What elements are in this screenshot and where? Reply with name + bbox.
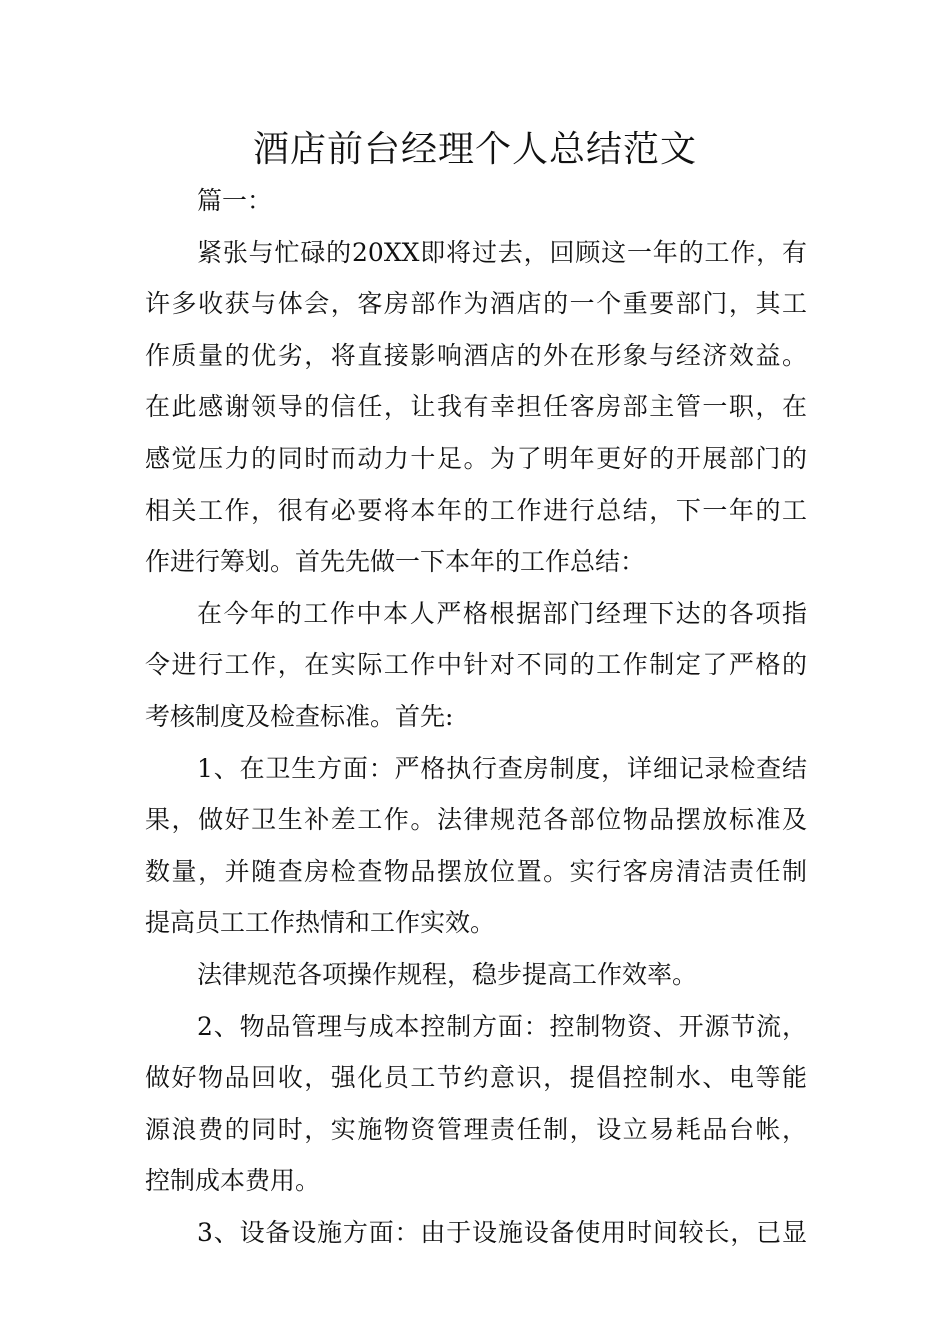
- body-line: 控制成本费用。: [145, 1166, 321, 1196]
- document-title: 酒店前台经理个人总结范文: [252, 129, 697, 170]
- body-line: 令进行工作，在实际工作中针对不同的工作制定了严格的: [145, 650, 807, 680]
- body-line: 提高员工工作热情和工作实效。: [145, 908, 496, 938]
- body-line: 紧张与忙碌的20XX即将过去，回顾这一年的工作，有: [197, 237, 807, 267]
- body-line: 3、设备设施方面：由于设施设备使用时间较长，已显: [197, 1217, 807, 1247]
- body-line: 篇一：: [197, 186, 273, 215]
- body-line: 法律规范各项操作规程，稳步提高工作效率。: [197, 959, 698, 989]
- body-line: 做好物品回收，强化员工节约意识，提倡控制水、电等能: [145, 1063, 807, 1093]
- body-line: 作进行筹划。首先先做一下本年的工作总结：: [145, 547, 646, 577]
- body-line: 考核制度及检查标准。首先:: [145, 701, 454, 731]
- body-line: 2、物品管理与成本控制方面：控制物资、开源节流，: [197, 1011, 807, 1041]
- body-line: 数量，并随查房检查物品摆放位置。实行客房清洁责任制: [145, 856, 807, 886]
- document-body: [145, 175, 807, 1258]
- body-line: 1、在卫生方面：严格执行查房制度，详细记录检查结: [197, 753, 807, 783]
- body-line: 感觉压力的同时而动力十足。为了明年更好的开展部门的: [145, 443, 807, 473]
- body-line: 相关工作，很有必要将本年的工作进行总结，下一年的工: [145, 495, 807, 525]
- body-line: 果，做好卫生补差工作。法律规范各部位物品摆放标准及: [145, 805, 807, 835]
- body-line: 在今年的工作中本人严格根据部门经理下达的各项指: [197, 598, 807, 628]
- body-line: 许多收获与体会，客房部作为酒店的一个重要部门，其工: [145, 289, 807, 319]
- body-line: 作质量的优劣，将直接影响酒店的外在形象与经济效益。: [145, 340, 807, 370]
- body-line: 源浪费的同时，实施物资管理责任制，设立易耗品台帐，: [145, 1114, 807, 1144]
- body-line: 在此感谢领导的信任，让我有幸担任客房部主管一职，在: [145, 392, 807, 422]
